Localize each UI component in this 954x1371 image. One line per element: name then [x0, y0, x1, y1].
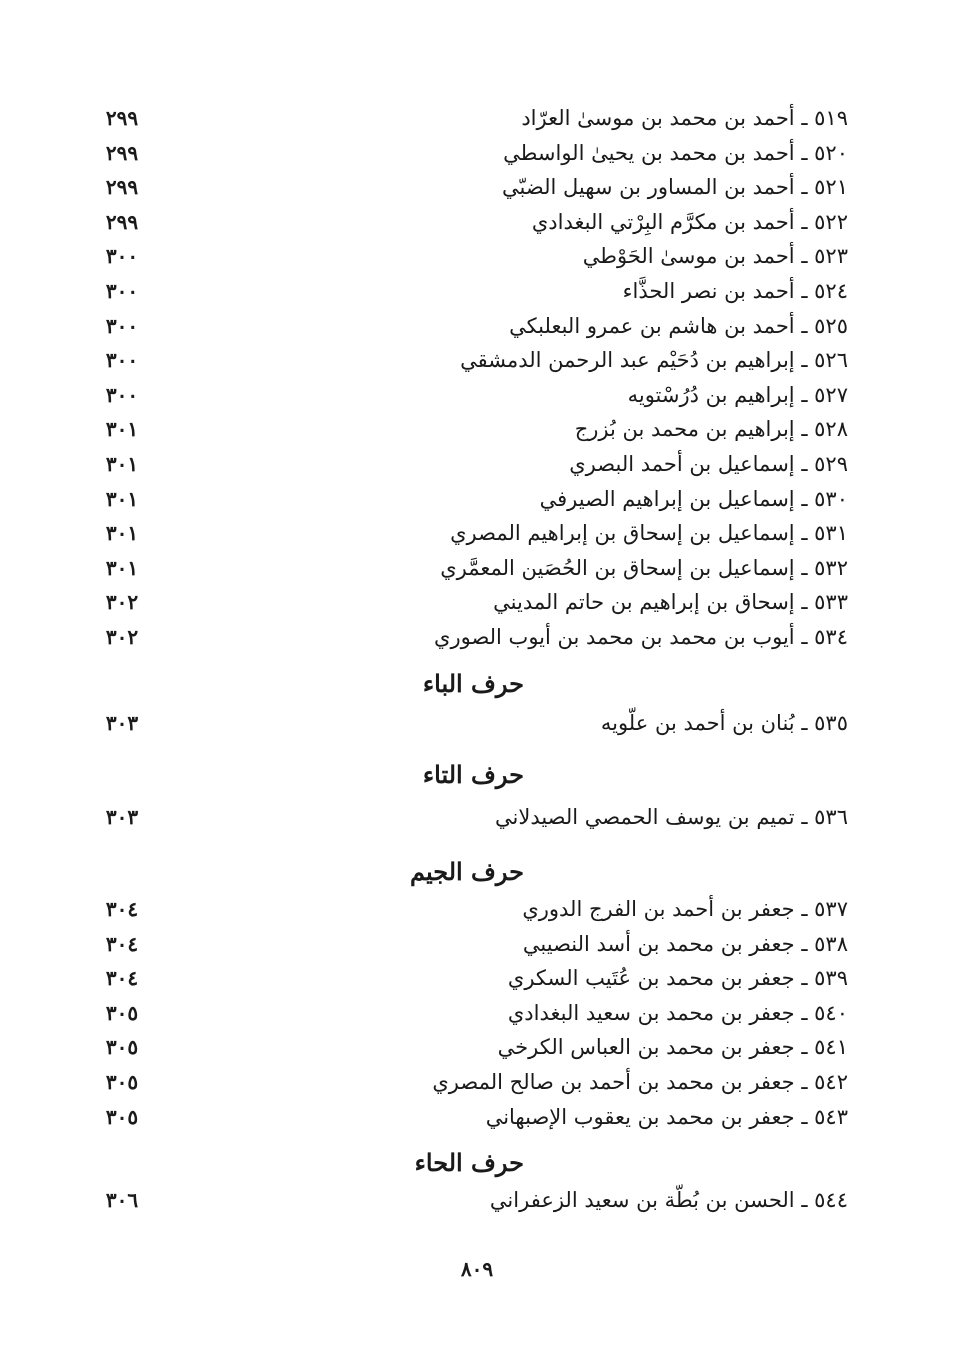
entry-text [486, 1100, 848, 1134]
entry-separator: ـ [794, 209, 815, 234]
section-heading: حرف الباء [422, 669, 524, 698]
entry-text [532, 205, 848, 239]
entry-name: إبراهيم بن محمد بن بُزرج [574, 417, 795, 442]
entry-number: ٥٢٣ [814, 244, 848, 269]
entry-number: ٥٣٤ [814, 625, 848, 649]
entry-number: ٥٢١ [814, 175, 848, 200]
entry-page-number: ٣٠١ [105, 452, 139, 476]
entry-page-number: ٣٠٥ [105, 1035, 139, 1060]
entry-text [523, 927, 848, 961]
index-entry-row [0, 892, 954, 926]
index-entry-row [0, 274, 954, 308]
entry-number: ٥٣١ [814, 521, 848, 546]
entry-page-number: ٢٩٩ [105, 140, 139, 165]
entry-text [440, 551, 848, 585]
entry-name: إسماعيل بن إسحاق بن الحُصَين المعمَّري [440, 555, 795, 580]
index-entry-row [0, 343, 954, 377]
entry-page-number: ٣٠٠ [105, 279, 139, 303]
index-entry-row [0, 309, 954, 343]
entry-page-number: ٣٠٤ [105, 931, 139, 956]
entry-text [522, 892, 848, 926]
entry-name: أحمد بن المساور بن سهيل الضبّي [502, 175, 795, 200]
entry-page-number: ٣٠٠ [105, 348, 139, 373]
entry-page-number: ٣٠٢ [105, 625, 139, 649]
entry-separator: ـ [794, 555, 815, 580]
index-entry-row [0, 412, 954, 446]
entry-text [623, 274, 848, 308]
entry-separator: ـ [794, 711, 815, 735]
entry-name: إسماعيل بن إسحاق بن إبراهيم المصري [450, 521, 795, 546]
entry-name: جعفر بن أحمد بن الفرج الدوري [522, 897, 795, 921]
entry-page-number: ٣٠٦ [105, 1188, 139, 1212]
entry-number: ٥١٩ [814, 106, 848, 130]
section-heading: حرف التاء [422, 760, 524, 789]
entry-text [503, 136, 848, 170]
entry-number: ٥٤١ [814, 1035, 848, 1060]
entry-name: أحمد بن هاشم بن عمرو البعلبكي [509, 313, 795, 338]
entry-number: ٥٤٣ [814, 1104, 848, 1129]
entry-number: ٥٢٨ [814, 417, 848, 442]
index-entry-row [0, 239, 954, 273]
entry-separator: ـ [794, 244, 815, 269]
entry-name: جعفر بن محمد بن أسد النصيبي [522, 931, 795, 956]
entry-name: أيوب بن محمد بن محمد بن أيوب الصوري [434, 625, 795, 649]
entry-name: إبراهيم بن دُرُسْتويه [627, 382, 795, 407]
entry-name: تميم بن يوسف الحمصي الصيدلاني [495, 805, 795, 829]
entry-separator: ـ [794, 106, 815, 130]
entry-separator: ـ [794, 521, 815, 546]
entry-separator: ـ [794, 417, 815, 442]
entry-separator: ـ [794, 279, 815, 303]
entry-text [575, 412, 848, 446]
entry-name: أحمد بن مكرَّم البِرْتي البغدادي [531, 209, 795, 234]
index-entry-row [0, 378, 954, 412]
page-number: ٨٠٩ [460, 1257, 494, 1281]
index-entry-row [0, 136, 954, 170]
entry-number: ٥٢٠ [814, 140, 848, 165]
index-entry-row [0, 1100, 954, 1134]
entry-text [601, 706, 848, 740]
entry-page-number: ٣٠٥ [105, 1070, 139, 1094]
entry-page-number: ٣٠١ [105, 486, 139, 511]
entry-name: جعفر بن محمد بن أحمد بن صالح المصري [432, 1070, 795, 1094]
index-entry-row [0, 1183, 954, 1217]
entry-page-number: ٣٠١ [105, 555, 139, 580]
entry-page-number: ٣٠٤ [105, 966, 139, 991]
entry-number: ٥٣٧ [814, 897, 848, 921]
entry-page-number: ٢٩٩ [105, 209, 139, 234]
entry-number: ٥٢٩ [814, 452, 848, 476]
entry-page-number: ٢٩٩ [105, 106, 139, 130]
entry-text [498, 1030, 848, 1064]
entry-separator: ـ [794, 382, 815, 407]
entry-number: ٥٢٤ [814, 279, 848, 303]
entry-name: جعفر بن محمد بن سعيد البغدادي [507, 1000, 795, 1025]
entry-number: ٥٣٦ [814, 805, 848, 829]
entry-text [495, 800, 848, 834]
entry-name: إسحاق بن إبراهيم بن حاتم المديني [493, 590, 795, 615]
entry-name: جعفر بن محمد بن يعقوب الإصبهاني [485, 1104, 795, 1129]
entry-text [450, 516, 848, 550]
entry-number: ٥٣٨ [814, 931, 848, 956]
index-entry-row [0, 516, 954, 550]
entry-text [432, 1065, 848, 1099]
entry-text [502, 170, 848, 204]
entry-name: أحمد بن نصر الحذَّاء [622, 279, 795, 303]
index-entry-row [0, 927, 954, 961]
entry-number: ٥٤٠ [814, 1000, 848, 1025]
entry-page-number: ٣٠٣ [105, 711, 139, 735]
index-entry-row [0, 585, 954, 619]
entry-separator: ـ [794, 590, 815, 615]
entry-page-number: ٢٩٩ [105, 175, 139, 200]
entry-separator: ـ [794, 452, 815, 476]
entry-separator: ـ [794, 1070, 815, 1094]
entry-separator: ـ [794, 313, 815, 338]
entry-separator: ـ [794, 897, 815, 921]
entry-name: إسماعيل بن إبراهيم الصيرفي [539, 486, 795, 511]
entry-separator: ـ [794, 931, 815, 956]
entry-page-number: ٣٠١ [105, 521, 139, 546]
entry-name: جعفر بن محمد بن العباس الكرخي [497, 1035, 795, 1060]
entry-text [540, 482, 848, 516]
entry-number: ٥٢٦ [814, 348, 848, 373]
entry-separator: ـ [794, 1035, 815, 1060]
index-entry-row [0, 706, 954, 740]
entry-text [493, 585, 848, 619]
entry-name: الحسن بن بُطّة بن سعيد الزعفراني [489, 1188, 795, 1212]
entry-name: أحمد بن موسىٰ الحَوْطي [582, 244, 795, 269]
entry-number: ٥٣٠ [814, 486, 848, 511]
entry-separator: ـ [794, 1104, 815, 1129]
entry-page-number: ٣٠٣ [105, 805, 139, 829]
entry-number: ٥٤٢ [814, 1070, 848, 1094]
entry-page-number: ٣٠١ [105, 417, 139, 442]
entry-separator: ـ [794, 140, 815, 165]
entry-separator: ـ [794, 805, 815, 829]
entry-number: ٥٣٢ [814, 555, 848, 580]
entry-number: ٥٢٧ [814, 382, 848, 407]
index-entry-row [0, 447, 954, 481]
entry-separator: ـ [794, 966, 815, 991]
entry-number: ٥٢٢ [814, 209, 848, 234]
section-heading: حرف الجيم [410, 857, 524, 886]
entry-page-number: ٣٠٥ [105, 1104, 139, 1129]
index-entry-row [0, 1030, 954, 1064]
entry-page-number: ٣٠٠ [105, 313, 139, 338]
index-entry-row [0, 170, 954, 204]
entry-name: جعفر بن محمد بن عُتَيب السكري [507, 966, 795, 991]
index-entry-row [0, 551, 954, 585]
entry-separator: ـ [794, 1188, 815, 1212]
entry-text [583, 239, 848, 273]
entry-separator: ـ [794, 625, 815, 649]
entry-number: ٥٢٥ [814, 313, 848, 338]
entry-page-number: ٣٠٠ [105, 244, 139, 269]
entry-name: أحمد بن محمد بن يحيىٰ الواسطي [503, 140, 795, 165]
entry-text [490, 1183, 848, 1217]
entry-separator: ـ [794, 175, 815, 200]
entry-text [509, 309, 848, 343]
entry-separator: ـ [794, 486, 815, 511]
index-entry-row [0, 482, 954, 516]
section-heading: حرف الحاء [414, 1148, 524, 1177]
entry-page-number: ٣٠٥ [105, 1000, 139, 1025]
entry-text [508, 961, 848, 995]
index-entry-row [0, 101, 954, 135]
entry-text [460, 343, 848, 377]
entry-number: ٥٣٩ [814, 966, 848, 991]
entry-name: أحمد بن محمد بن موسىٰ العرّاد [521, 106, 795, 130]
index-entry-row [0, 961, 954, 995]
entry-number: ٥٣٥ [814, 711, 848, 735]
index-entry-row [0, 800, 954, 834]
index-entry-row [0, 620, 954, 654]
index-entry-row [0, 1065, 954, 1099]
entry-name: بُنان بن أحمد بن علّويه [600, 711, 795, 735]
index-entry-row [0, 996, 954, 1030]
entry-name: إبراهيم بن دُحَيْم عبد الرحمن الدمشقي [460, 348, 795, 373]
entry-text [628, 378, 848, 412]
entry-number: ٥٤٤ [814, 1188, 848, 1212]
entry-number: ٥٣٣ [814, 590, 848, 615]
entry-name: إسماعيل بن أحمد البصري [569, 452, 795, 476]
entry-text [508, 996, 848, 1030]
entry-text [521, 101, 848, 135]
entry-text [569, 447, 848, 481]
entry-separator: ـ [794, 1000, 815, 1025]
entry-separator: ـ [794, 348, 815, 373]
entry-page-number: ٣٠٤ [105, 897, 139, 921]
entry-page-number: ٣٠٠ [105, 382, 139, 407]
entry-page-number: ٣٠٢ [105, 590, 139, 615]
index-entry-row [0, 205, 954, 239]
entry-text [434, 620, 848, 654]
